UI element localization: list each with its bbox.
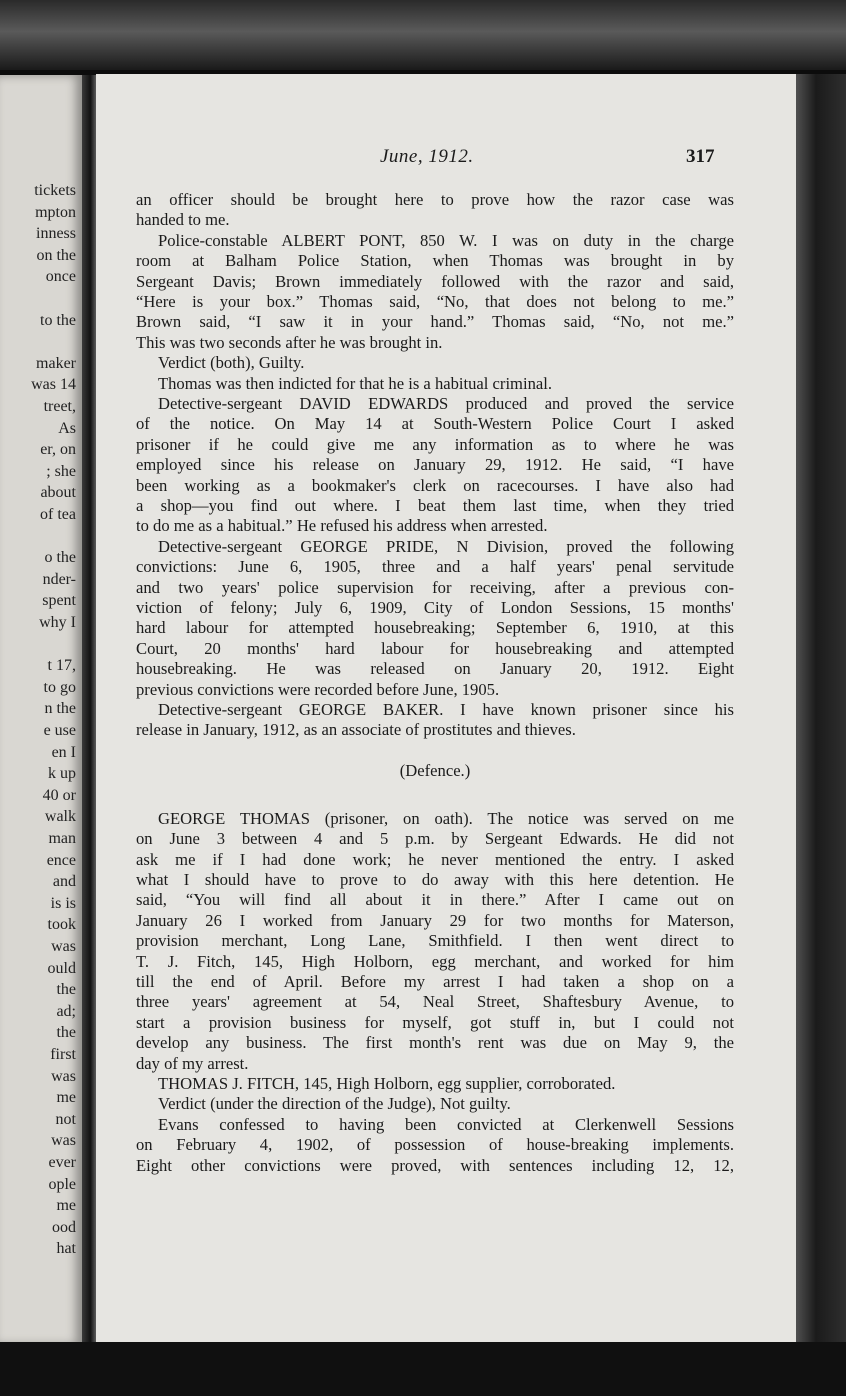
text-line: and two years' police supervision for receiving, after a previous con- — [136, 577, 734, 597]
left-page-fragment: ever — [48, 1154, 76, 1171]
left-page-fragment: hat — [56, 1240, 76, 1258]
text-line: viction of felony; July 6, 1909, City of London Sessions, 15 months' — [136, 598, 734, 617]
left-page-fragment: ople — [48, 1175, 76, 1193]
left-page-fragment: the — [56, 981, 76, 999]
text-line: Verdict (both), Guilty. — [158, 353, 305, 373]
left-page-fragment: was — [51, 938, 76, 955]
text-line: a shop—you find out where. I beat them last time, when they tried — [136, 496, 734, 515]
left-page-fragment: er, on — [40, 441, 76, 459]
left-page-fragment: maker — [36, 354, 76, 372]
left-page-fragment: spent — [42, 592, 76, 610]
text-line: convictions: June 6, 1905, three and a half years' penal servitude — [136, 557, 734, 577]
text-line: January 26 I worked from January 29 for two months for Materson, — [136, 910, 734, 930]
text-line: Brown said, “I saw it in your hand.” Thomas said, “No, not me.” — [136, 312, 734, 332]
running-head — [96, 146, 796, 170]
text-line: on June 3 between 4 and 5 p.m. by Sergeant Edwards. He did not — [136, 829, 734, 849]
text-line: start a provision business for myself, got stuff in, but I could not — [136, 1012, 734, 1032]
left-page-fragment: once — [45, 268, 76, 286]
left-page-fragment: was — [51, 1132, 76, 1150]
left-page-fragment: As — [58, 419, 76, 437]
text-line: to do me as a habitual.” He refused his address when arrested. — [136, 516, 548, 536]
left-page-fragment: ence — [46, 851, 76, 869]
text-line: day of my arrest. — [136, 1053, 249, 1073]
text-line: GEORGE THOMAS (prisoner, on oath). The notice was served on me — [158, 808, 734, 828]
text-line: prisoner if he could give me any information as to where he was — [136, 434, 734, 454]
left-page-fragment: walk — [44, 808, 76, 826]
scan-bottom-border — [0, 1342, 846, 1396]
text-line: Detective-sergeant GEORGE BAKER. I have known prisoner since his — [158, 700, 734, 719]
text-line: what I should have to prove to do away with this here detention. He — [136, 870, 734, 889]
text-line: on February 4, 1902, of possession of house-breaking implements. — [136, 1135, 734, 1155]
left-page-fragment: n the — [44, 700, 76, 718]
text-line: three years' agreement at 54, Neal Street, Shaftesbury Avenue, to — [136, 992, 734, 1012]
text-line: Detective-sergeant GEORGE PRIDE, N Division, proved the following — [158, 536, 734, 556]
text-line: Verdict (under the direction of the Judge), Not guilty. — [158, 1094, 511, 1114]
text-line: provision merchant, Long Lane, Smithfield. I then went direct to — [136, 931, 734, 951]
left-page-fragment: ad; — [56, 1002, 76, 1020]
text-line: Police-constable ALBERT PONT, 850 W. I was on duty in the charge — [158, 230, 734, 250]
text-line: Evans confessed to having been convicted at Clerkenwell Sessions — [158, 1114, 734, 1134]
left-page-fragment: en I — [51, 743, 76, 761]
text-line: Sergeant Davis; Brown immediately followed with the razor and said, — [136, 271, 734, 291]
left-page-fragment: was 14 — [31, 376, 76, 394]
left-page-fragment: took — [47, 916, 76, 934]
page-number: 317 — [686, 146, 715, 167]
left-page-fragment: is is — [50, 894, 76, 912]
left-page-fragment: e use — [43, 722, 76, 739]
text-line: Detective-sergeant DAVID EDWARDS produced and proved the service — [158, 394, 734, 413]
text-line: THOMAS J. FITCH, 145, High Holborn, egg supplier, corroborated. — [158, 1074, 616, 1093]
text-line: housebreaking. He was released on January 20, 1912. Eight — [136, 659, 734, 679]
text-line: Court, 20 months' hard labour for housebreaking and attempted — [136, 638, 734, 658]
left-page-fragment: treet, — [43, 398, 76, 415]
left-facing-page — [0, 75, 82, 1345]
left-page-fragment: me — [56, 1089, 76, 1107]
left-page-fragment: not — [55, 1110, 76, 1128]
text-line: release in January, 1912, as an associate of prostitutes and thieves. — [136, 720, 576, 740]
text-line: hard labour for attempted housebreaking; September 6, 1910, at this — [136, 618, 734, 638]
scan-right-border — [796, 74, 846, 1342]
scan-top-border — [0, 0, 846, 70]
text-line: handed to me. — [136, 210, 230, 230]
text-line: Eight other convictions were proved, with sentences including 12, 12, — [136, 1155, 734, 1175]
left-page-fragment: o the — [44, 549, 76, 567]
text-line: of the notice. On May 14 at South-Western Police Court I asked — [136, 414, 734, 434]
left-page-fragment: man — [48, 830, 76, 847]
text-line: ask me if I had done work; he never mentioned the entry. I asked — [136, 849, 734, 869]
left-page-fragment: ould — [47, 959, 76, 977]
left-page-fragment: to go — [43, 678, 76, 696]
text-line: This was two seconds after he was brought in. — [136, 332, 443, 352]
text-line: develop any business. The first month's rent was due on May 9, the — [136, 1033, 734, 1053]
text-line: till the end of April. Before my arrest I had taken a shop on a — [136, 972, 734, 991]
left-page-fragment: was — [51, 1067, 76, 1085]
text-line: “Here is your box.” Thomas said, “No, that does not belong to me.” — [136, 292, 734, 311]
left-page-fragment: inness — [36, 225, 76, 243]
book-page — [96, 74, 796, 1342]
left-page-fragment: ; she — [46, 462, 76, 480]
left-page-fragment: why I — [39, 614, 76, 631]
left-page-fragment: nder- — [42, 570, 76, 588]
text-line: employed since his release on January 29, 1912. He said, “I have — [136, 455, 734, 475]
text-line: been working as a bookmaker's clerk on racecourses. I have also had — [136, 475, 734, 495]
book-gutter — [82, 75, 96, 1345]
text-line: Thomas was then indicted for that he is a habitual criminal. — [158, 373, 552, 393]
left-page-fragment: mpton — [35, 203, 76, 221]
left-page-fragment: to the — [40, 311, 76, 329]
text-line: said, “You will find all about it in there.” After I came out on — [136, 890, 734, 910]
left-page-fragment: of tea — [40, 506, 76, 523]
text-line: an officer should be brought here to prove how the razor case was — [136, 190, 734, 209]
left-page-fragment: about — [40, 484, 76, 502]
left-page-fragment: and — [52, 873, 76, 891]
running-head-title: June, 1912. — [380, 146, 474, 167]
left-page-fragment: k up — [48, 765, 76, 783]
text-line: T. J. Fitch, 145, High Holborn, egg merchant, and worked for him — [136, 951, 734, 971]
left-page-fragment: me — [56, 1197, 76, 1215]
left-page-fragment: on the — [36, 246, 76, 264]
section-heading: (Defence.) — [399, 760, 471, 780]
text-line: previous convictions were recorded before June, 1905. — [136, 679, 500, 699]
left-page-fragment: ood — [52, 1218, 76, 1236]
left-page-fragment: the — [56, 1024, 76, 1042]
text-line: room at Balham Police Station, when Thomas was brought in by — [136, 251, 734, 271]
left-page-fragment: t 17, — [47, 657, 76, 675]
left-page-fragment: 40 or — [42, 786, 76, 804]
left-page-fragment: first — [50, 1046, 76, 1063]
left-page-fragment: tickets — [34, 182, 76, 199]
